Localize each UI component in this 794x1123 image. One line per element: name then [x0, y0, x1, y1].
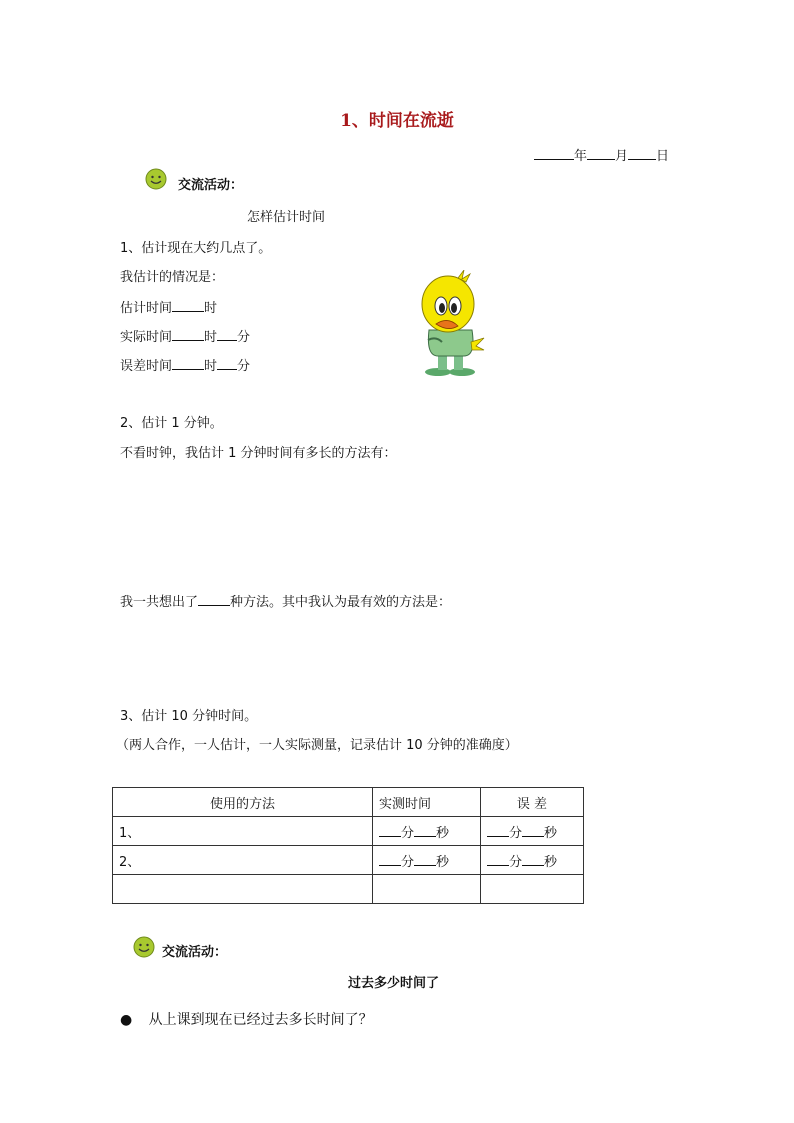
- smiley-icon: [145, 168, 167, 190]
- methods-line: [120, 592, 451, 612]
- month-label: 月: [615, 149, 629, 164]
- error-cell[interactable]: [481, 875, 584, 904]
- actual-time-row: [120, 327, 250, 347]
- header-method: 使用的方法: [113, 788, 373, 817]
- actual-hour-blank[interactable]: [172, 327, 204, 341]
- section2-heading: 交流活动：: [162, 945, 228, 960]
- error-minute-blank[interactable]: [217, 356, 237, 370]
- table-row: [113, 817, 584, 846]
- bullet-text: 从上课到现在已经过去多长时间了？: [148, 1012, 373, 1028]
- year-blank[interactable]: [534, 146, 574, 160]
- estimate-label: 估计时间: [120, 301, 173, 316]
- header-error: 误 差: [481, 788, 584, 817]
- day-blank[interactable]: [628, 146, 656, 160]
- page-title: 1、时间在流逝: [340, 111, 454, 131]
- row-label[interactable]: 2、: [113, 846, 373, 875]
- actual-minute-blank[interactable]: [217, 327, 237, 341]
- question-1: 1、估计现在大约几点了。: [120, 241, 272, 256]
- methods-post: 种方法。其中我认为最有效的方法是：: [230, 595, 452, 610]
- year-label: 年: [574, 149, 588, 164]
- month-blank[interactable]: [587, 146, 615, 160]
- section2-subheading: 过去多少时间了: [348, 976, 440, 991]
- estimate-hour-blank[interactable]: [172, 298, 204, 312]
- bullet-dot-icon: ●: [120, 1012, 133, 1028]
- error-label: 误差时间: [120, 359, 173, 374]
- estimation-table: [112, 787, 584, 904]
- table-row: [113, 875, 584, 904]
- methods-count-blank[interactable]: [198, 592, 230, 606]
- measured-cell[interactable]: 分 秒: [373, 817, 481, 846]
- smiley-icon: [133, 936, 155, 958]
- error-time-row: [120, 356, 250, 376]
- table-row: [113, 846, 584, 875]
- hour-unit: 时: [204, 359, 218, 374]
- day-label: 日: [656, 149, 670, 164]
- row-label[interactable]: [113, 875, 373, 904]
- question-1-intro: 我估计的情况是：: [120, 270, 225, 285]
- question-3: 3、估计 10 分钟时间。: [120, 709, 258, 724]
- row-label[interactable]: 1、: [113, 817, 373, 846]
- methods-pre: 我一共想出了: [120, 595, 199, 610]
- section1-heading: 交流活动：: [178, 178, 244, 193]
- question-3-note: （两人合作，一人估计，一人实际测量，记录估计 10 分钟的准确度）: [116, 738, 518, 753]
- minute-unit: 分: [237, 330, 251, 345]
- table-header-row: [113, 788, 584, 817]
- actual-label: 实际时间: [120, 330, 173, 345]
- hour-unit: 时: [204, 330, 218, 345]
- section1-subheading: 怎样估计时间: [247, 210, 326, 225]
- chick-illustration: [414, 270, 486, 380]
- hour-unit: 时: [204, 301, 218, 316]
- measured-cell[interactable]: 分 秒: [373, 846, 481, 875]
- bullet-item: [120, 1009, 373, 1029]
- error-hour-blank[interactable]: [172, 356, 204, 370]
- estimate-time-row: [120, 298, 217, 318]
- measured-cell[interactable]: [373, 875, 481, 904]
- error-cell[interactable]: 分 秒: [481, 817, 584, 846]
- header-measured: 实测时间: [373, 788, 481, 817]
- date-line: [534, 146, 669, 166]
- question-2: 2、估计 1 分钟。: [120, 416, 223, 431]
- error-cell[interactable]: 分 秒: [481, 846, 584, 875]
- minute-unit: 分: [237, 359, 251, 374]
- question-2-intro: 不看时钟，我估计 1 分钟时间有多长的方法有：: [120, 446, 397, 461]
